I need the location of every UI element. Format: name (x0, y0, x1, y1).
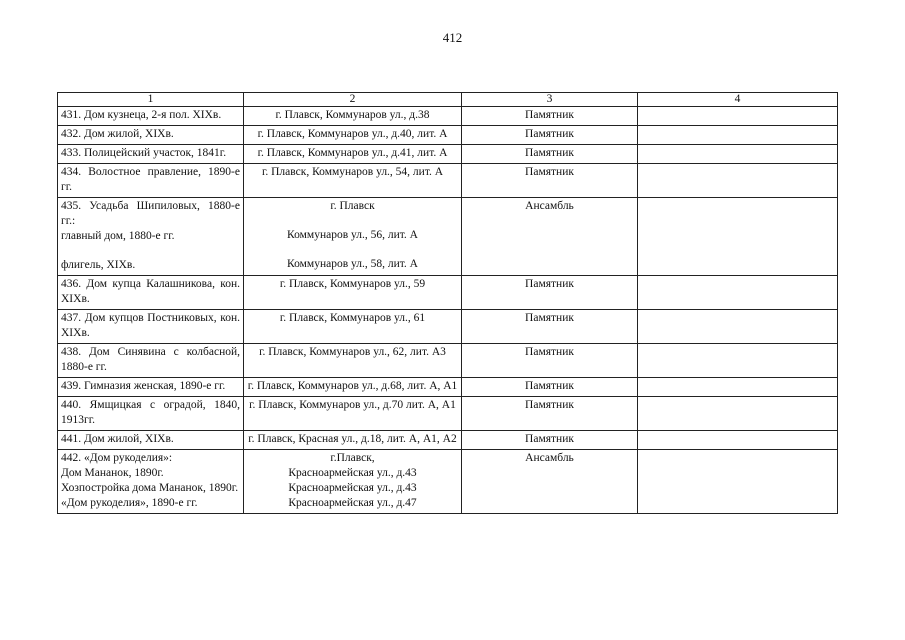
column-header-1: 1 (58, 93, 244, 107)
object-name: 438. Дом Синявина с колбасной, 1880-е гг. (58, 344, 244, 378)
object-name-line: Дом Мананок, 1890г. (61, 467, 164, 479)
object-address-line: г. Плавск (330, 200, 375, 212)
object-note (638, 126, 838, 145)
table-row (58, 431, 838, 450)
object-address: г. Плавск, Коммунаров ул., д.38 (244, 107, 462, 126)
object-address-line: Коммунаров ул., 58, лит. А (287, 258, 418, 270)
table-row (58, 397, 838, 431)
object-address: г. Плавск, Коммунаров ул., д.68, лит. А, А1 (244, 378, 462, 397)
object-name-line: Хозпостройка дома Мананок, 1890г. (61, 482, 239, 494)
object-address (244, 198, 462, 276)
object-name: 432. Дом жилой, XIXв. (58, 126, 244, 145)
object-address: г. Плавск, Коммунаров ул., 54, лит. А (244, 164, 462, 198)
object-name (58, 450, 244, 514)
object-note (638, 107, 838, 126)
object-address-line: г.Плавск, (330, 452, 375, 464)
table-row (58, 198, 838, 276)
object-category: Памятник (462, 397, 638, 431)
object-name (58, 198, 244, 276)
object-category: Памятник (462, 344, 638, 378)
object-category: Памятник (462, 145, 638, 164)
object-address: г. Плавск, Коммунаров ул., 61 (244, 310, 462, 344)
object-name-line: «Дом рукоделия», 1890-е гг. (61, 497, 198, 509)
object-note (638, 378, 838, 397)
object-category: Памятник (462, 107, 638, 126)
table-header-row (58, 93, 838, 107)
object-name-line: 435. Усадьба Шипиловых, 1880-е гг.: (61, 200, 240, 227)
object-note (638, 344, 838, 378)
object-name: 437. Дом купцов Постниковых, кон. XIXв. (58, 310, 244, 344)
object-category: Ансамбль (462, 450, 638, 514)
object-category: Памятник (462, 126, 638, 145)
object-note (638, 310, 838, 344)
object-note (638, 397, 838, 431)
object-address: г. Плавск, Коммунаров ул., д.41, лит. А (244, 145, 462, 164)
table-row (58, 450, 838, 514)
heritage-register-table (57, 92, 838, 514)
object-note (638, 145, 838, 164)
column-header-4: 4 (638, 93, 838, 107)
table-row (58, 276, 838, 310)
table-row (58, 310, 838, 344)
object-address: г. Плавск, Коммунаров ул., д.40, лит. А (244, 126, 462, 145)
object-note (638, 431, 838, 450)
column-header-3: 3 (462, 93, 638, 107)
object-name-line: флигель, XIXв. (61, 259, 136, 271)
object-name-line: 442. «Дом рукоделия»: (61, 452, 173, 464)
table-row (58, 164, 838, 198)
object-note (638, 164, 838, 198)
object-category: Памятник (462, 164, 638, 198)
table-row (58, 145, 838, 164)
object-address: г. Плавск, Коммунаров ул., 62, лит. А3 (244, 344, 462, 378)
object-name: 440. Ямщицкая с оградой, 1840, 1913гг. (58, 397, 244, 431)
object-name: 441. Дом жилой, XIXв. (58, 431, 244, 450)
object-address-line: Коммунаров ул., 56, лит. А (287, 229, 418, 241)
object-category: Памятник (462, 276, 638, 310)
object-category: Памятник (462, 431, 638, 450)
table-row (58, 378, 838, 397)
object-address-line: Красноармейская ул., д.43 (288, 467, 417, 479)
object-category: Ансамбль (462, 198, 638, 276)
object-name: 439. Гимназия женская, 1890-е гг. (58, 378, 244, 397)
page-number: 412 (442, 30, 463, 45)
table-row (58, 344, 838, 378)
object-address-line: Красноармейская ул., д.43 (288, 482, 417, 494)
table-row (58, 126, 838, 145)
column-header-2: 2 (244, 93, 462, 107)
object-address: г. Плавск, Коммунаров ул., 59 (244, 276, 462, 310)
object-address-line: Красноармейская ул., д.47 (288, 497, 417, 509)
object-note (638, 198, 838, 276)
object-address: г. Плавск, Коммунаров ул., д.70 лит. А, А1 (244, 397, 462, 431)
object-category: Памятник (462, 310, 638, 344)
object-name: 431. Дом кузнеца, 2-я пол. XIXв. (58, 107, 244, 126)
object-note (638, 450, 838, 514)
object-address: г. Плавск, Красная ул., д.18, лит. А, А1, А2 (244, 431, 462, 450)
object-name: 436. Дом купца Калашникова, кон. XIXв. (58, 276, 244, 310)
object-category: Памятник (462, 378, 638, 397)
object-name: 434. Волостное правление, 1890-е гг. (58, 164, 244, 198)
object-name-line: главный дом, 1880-е гг. (61, 230, 175, 242)
object-note (638, 276, 838, 310)
table-row (58, 107, 838, 126)
object-address (244, 450, 462, 514)
object-name: 433. Полицейский участок, 1841г. (58, 145, 244, 164)
